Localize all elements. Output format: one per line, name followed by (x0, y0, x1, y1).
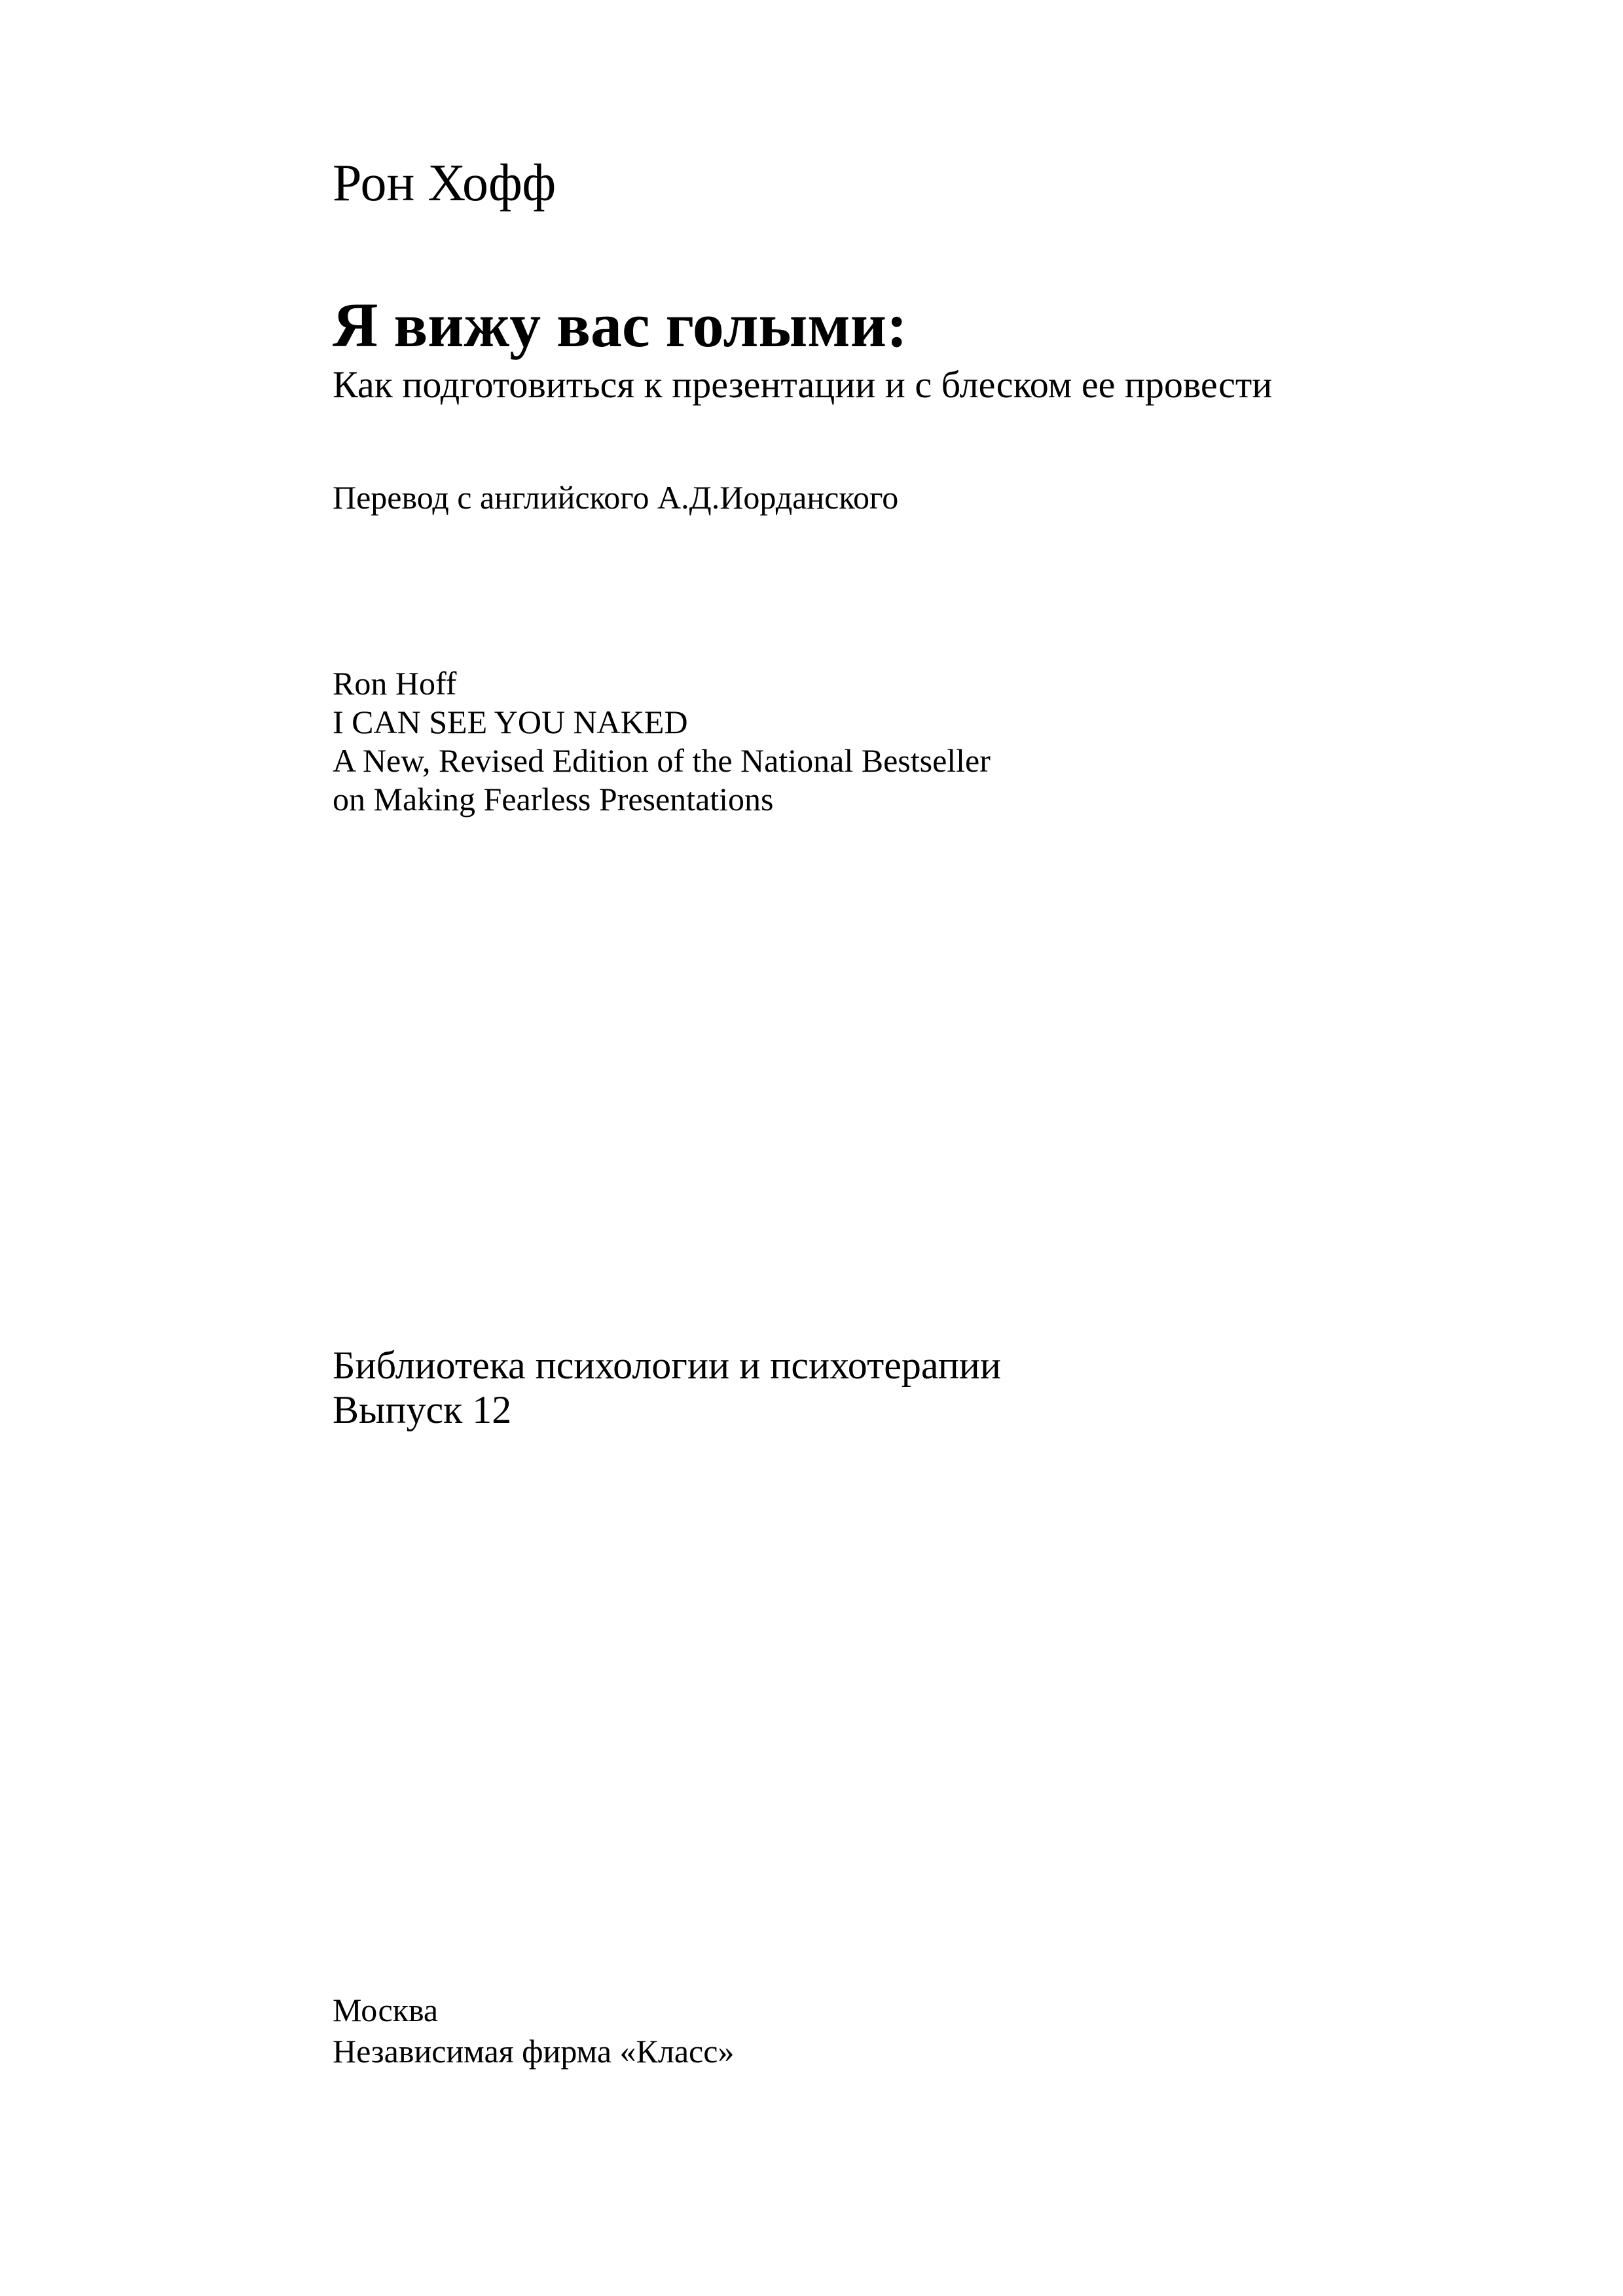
original-title: I CAN SEE YOU NAKED (333, 704, 688, 740)
publisher-city: Москва (333, 1992, 439, 2028)
series-name: Библиотека психологии и психотерапии (333, 1344, 1002, 1387)
author-name: Рон Хофф (333, 154, 556, 212)
publisher-name: Независимая фирма «Класс» (333, 2033, 735, 2070)
book-title: Я вижу вас голыми: (333, 290, 907, 360)
original-author: Ron Hoff (333, 665, 457, 702)
original-subtitle-line-1: A New, Revised Edition of the National Bestseller (333, 742, 991, 779)
original-edition-info (333, 664, 991, 819)
original-subtitle-line-2: on Making Fearless Presentations (333, 781, 774, 817)
series-issue: Выпуск 12 (333, 1388, 512, 1431)
publisher-info (333, 1990, 734, 2072)
translator-credit: Перевод с английского А.Д.Иорданского (333, 479, 899, 516)
series-info (333, 1343, 1001, 1432)
book-subtitle: Как подготовиться к презентации и с блеском ее провести (333, 363, 1273, 406)
